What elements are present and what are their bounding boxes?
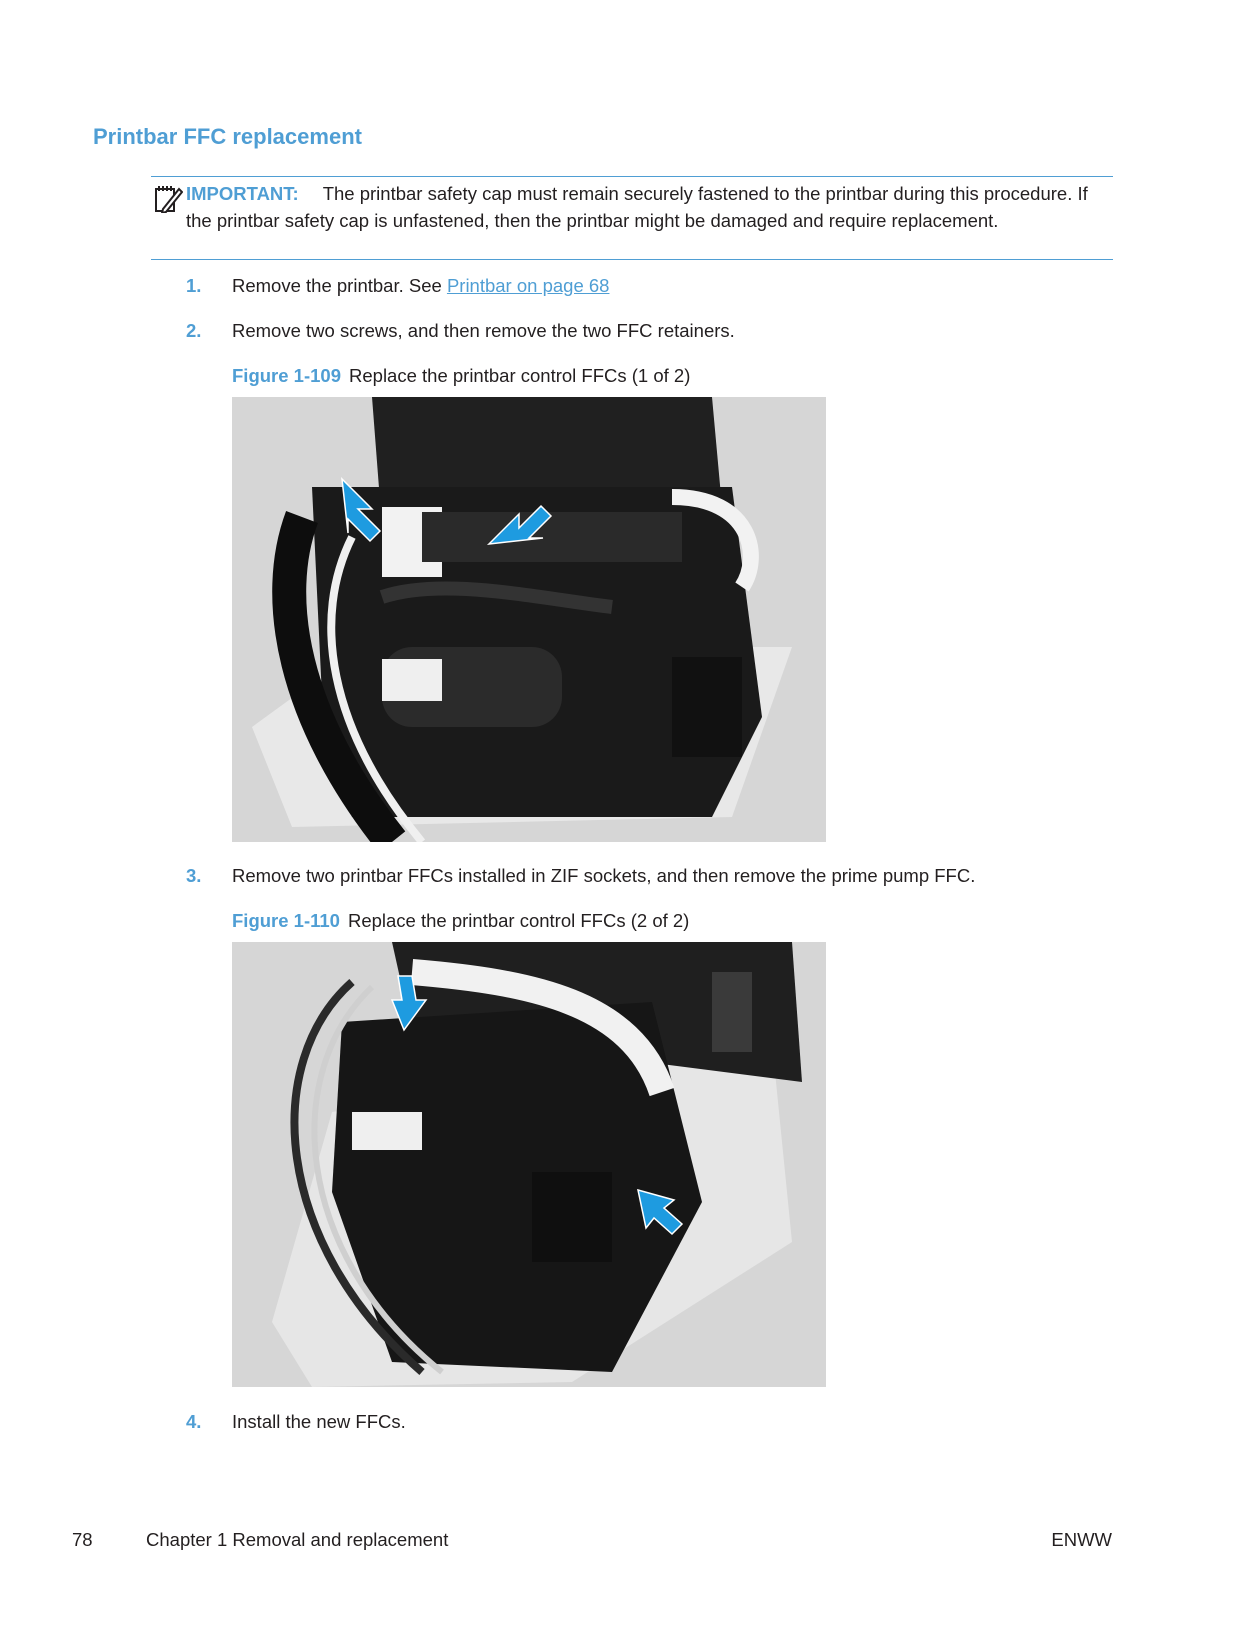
section-title: Printbar FFC replacement xyxy=(93,124,362,149)
step-number: 1. xyxy=(186,275,202,296)
arrow-icon xyxy=(232,397,826,842)
footer-right: ENWW xyxy=(1051,1529,1112,1550)
figure-caption-text: Replace the printbar control FFCs (1 of 2) xyxy=(349,365,691,386)
step-number: 3. xyxy=(186,865,202,886)
footer-chapter: Chapter 1 Removal and replacement xyxy=(146,1529,449,1550)
step-4 xyxy=(186,1411,406,1433)
step-2 xyxy=(186,320,735,342)
step-text: Remove the printbar. See xyxy=(232,275,447,296)
important-text: The printbar safety cap must remain securely fastened to the printbar during this procedure. If the printbar safety cap is unfastened, then the printbar might be damaged and require replacement. xyxy=(186,183,1088,231)
step-text: Remove two screws, and then remove the two FFC retainers. xyxy=(232,320,735,341)
step-number: 4. xyxy=(186,1411,202,1432)
figure-photo-2 xyxy=(232,942,826,1387)
figure-label: Figure 1-110 xyxy=(232,910,340,931)
step-text: Remove two printbar FFCs installed in ZIF sockets, and then remove the prime pump FFC. xyxy=(232,865,976,886)
step-text: Install the new FFCs. xyxy=(232,1411,406,1432)
figure-caption-text: Replace the printbar control FFCs (2 of 2) xyxy=(347,910,690,931)
step-3 xyxy=(186,865,975,887)
arrow-icon xyxy=(232,942,826,1387)
note-pencil-icon xyxy=(153,183,183,213)
step-number: 2. xyxy=(186,320,202,341)
important-callout xyxy=(151,176,1113,260)
printbar-link[interactable]: Printbar on page 68 xyxy=(446,275,610,296)
figure-label: Figure 1-109 xyxy=(232,365,341,386)
figure-caption-1 xyxy=(232,365,690,387)
important-label: IMPORTANT: xyxy=(186,183,299,204)
footer-page-number: 78 xyxy=(72,1529,93,1550)
figure-photo-1 xyxy=(232,397,826,842)
step-1 xyxy=(186,275,609,297)
figure-caption-2 xyxy=(232,910,689,932)
important-text-block xyxy=(186,180,1096,234)
